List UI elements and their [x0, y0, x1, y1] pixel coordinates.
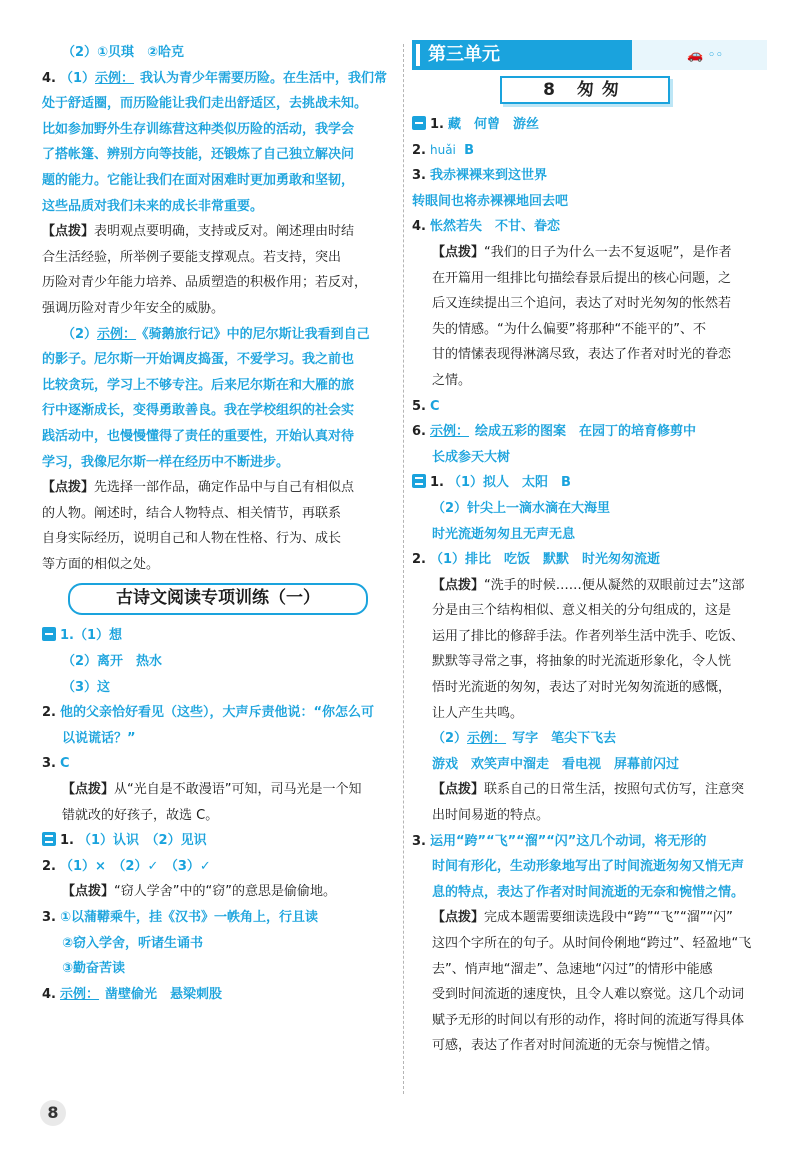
section-2-question-1: 1. （1）认识 （2）见识: [42, 828, 398, 854]
tip-label: 【点拨】: [432, 782, 485, 798]
answer-line: 游戏 欢笑声中溜走 看电视 屏幕前闪过: [432, 756, 680, 772]
answer-line: 行中逐渐成长，变得勇敢善良。我在学校组织的社会实: [42, 403, 355, 419]
tip-paragraph: 【点拨】联系自己的日常生活，按照句式仿写，注意突: [432, 782, 745, 798]
section-2-question-3: 3. ①以蒲鞯乘牛，挂《汉书》一帙角上，行且读: [42, 910, 318, 925]
tip-line: 历险对青少年能力培养、品质塑造的积极作用；若反对，: [42, 275, 368, 291]
pinyin-answer: huǎi: [429, 142, 456, 157]
unit-title: 第三单元: [428, 44, 500, 65]
example-label: 示例：: [429, 424, 469, 440]
tip-line: 的人物。阐述时，结合人物特点、相关情节，再联系: [42, 505, 342, 521]
tip-paragraph: 【点拨】从“光自是不敢漫语”可知，司马光是一个知: [62, 782, 362, 798]
column-divider: [403, 44, 404, 1094]
tip-line: 悟时光流逝的匆匆，表达了对时光匆匆流逝的感慨，: [432, 680, 732, 696]
page-number: 8: [40, 1100, 66, 1126]
answer-line: 以说谎话？”: [62, 730, 136, 746]
section-1-question-3: 3. C: [42, 756, 70, 772]
tip-line: 赋予无形的时间以有形的动作，将时间的流逝写得具体: [432, 1012, 745, 1028]
section-1-question-3: 3. 我赤裸裸来到这世界: [412, 168, 547, 184]
tip-label: 【点拨】: [432, 577, 485, 593]
example-label: 示例：: [59, 986, 99, 1002]
tip-line: 后又连续提出三个追问，表达了对时光匆匆的怅然若: [432, 296, 732, 312]
section-2-question-3: 3. 运用“跨”“飞”“溜”“闪”这几个动词，将无形的: [412, 833, 707, 849]
unit-header: [412, 40, 767, 70]
tip-label: 【点拨】: [42, 480, 95, 496]
tip-label: 【点拨】: [432, 244, 485, 260]
tip-line: 失的情感。“为什么偏要”将那种“不能平的”、不: [432, 321, 706, 337]
tip-line: 让人产生共鸣。: [432, 705, 524, 721]
section-1-question-2: 2. 他的父亲恰好看见（这些），大声斥责他说：“你怎么可: [42, 705, 375, 721]
answer-line: ②窃入学舍，听诸生诵书: [62, 935, 204, 951]
answer-line: （2）①贝琪 ②哈克: [62, 45, 185, 60]
tip-line: 受到时间流逝的速度快，且令人难以察觉。这几个动词: [432, 987, 745, 1003]
tip-line: 去”、悄声地“溜走”、急速地“闪过”的情形中能感: [432, 961, 713, 977]
tip-label: 【点拨】: [42, 224, 95, 240]
section-2-question-4: 4. 示例： 凿壁偷光 悬梁刺股: [42, 986, 223, 1002]
car-icon: 🚗 ◦◦: [687, 48, 723, 63]
tip-paragraph: 【点拨】“洗手的时候……便从凝然的双眼前过去”这部: [432, 577, 745, 593]
question-2-part2: （2）示例： 写字 笔尖下飞去: [432, 731, 617, 747]
section-two-icon: [412, 474, 426, 488]
tip-label: 【点拨】: [432, 910, 485, 926]
example-label: 示例：: [95, 70, 135, 86]
section-1-question-1: 1. 藏 何曾 游丝: [412, 112, 767, 138]
answer-line: 处于舒适圈，而历险能让我们走出舒适区，去挑战未知。: [42, 96, 368, 112]
answer-line: 比较贪玩，学习上不够专注。后来尼尔斯在和大雁的旅: [42, 377, 355, 393]
tip-paragraph: 【点拨】“我们的日子为什么一去不复返呢”，是作者: [432, 244, 732, 260]
lesson-title: 8 匆匆: [500, 76, 670, 104]
example-label: 示例：: [97, 326, 137, 342]
tip-label: 【点拨】: [62, 884, 115, 900]
section-1-question-6: 6. 示例： 绘成五彩的图案 在园丁的培育修剪中: [412, 424, 697, 440]
left-column: [42, 40, 398, 1007]
tip-line: 在开篇用一组排比句描绘春景后提出的核心问题，之: [432, 270, 732, 286]
answer-line: 比如参加野外生存训练营这种类似历险的活动，我学会: [42, 121, 355, 137]
tip-paragraph: 【点拨】完成本题需要细读选段中“跨”“飞”“溜”“闪”: [432, 910, 733, 926]
answer-line: 息的特点，表达了作者对时间流逝的无奈和惋惜之情。: [432, 884, 745, 900]
tip-line: 出时间易逝的特点。: [432, 808, 550, 824]
answer-line: 这些品质对我们未来的成长非常重要。: [42, 198, 264, 214]
section-2-question-2: 2. （1）× （2）✓ （3）✓: [42, 858, 211, 874]
tip-line: 默默等寻常之事，将抽象的时光流逝形象化，令人恍: [432, 654, 732, 670]
answer-line: 时间有形化，生动形象地写出了时间流逝匆匆又悄无声: [432, 859, 745, 875]
section-two-icon: [42, 832, 56, 846]
tip-label: 【点拨】: [62, 782, 115, 798]
answer-line: （2）离开 热水: [62, 654, 163, 670]
tip-line: 自身实际经历，说明自己和人物在性格、行为、成长: [42, 531, 342, 547]
question-4: 4. （1）示例： 我认为青少年需要历险。在生活中，我们常: [42, 70, 388, 86]
answer-line: 时光流逝匆匆且无声无息: [432, 526, 576, 542]
section-one-icon: [42, 627, 56, 641]
answer-line: 践活动中，也慢慢懂得了责任的重要性，开始认真对待: [42, 428, 355, 444]
tip-line: 分是由三个结构相似、意义相关的分句组成的，这是: [432, 603, 732, 619]
answer-line: 长成参天大树: [432, 449, 511, 465]
answer-line: （3）这: [62, 679, 111, 695]
right-column: [412, 40, 767, 1059]
section-2-question-2: 2. （1）排比 吃饭 默默 时光匆匆流逝: [412, 552, 661, 568]
answer-line: 转眼间也将赤裸裸地回去吧: [412, 193, 569, 209]
section-1-question-1: 1.（1）想: [42, 623, 398, 649]
tip-line: 错就改的好孩子，故选 C。: [62, 807, 219, 823]
tip-paragraph: 【点拨】“窃人学舍”中的“窃”的意思是偷偷地。: [62, 884, 336, 900]
tip-paragraph: 【点拨】先选择一部作品，确定作品中与自己有相似点: [42, 480, 355, 496]
tip-line: 甘的情愫表现得淋漓尽致，表达了作者对时光的眷恋: [432, 347, 732, 363]
section-1-question-4: 4. 怅然若失 不甘、眷恋: [412, 219, 560, 235]
answer-line: 的影子。尼尔斯一开始调皮捣蛋，不爱学习。我之前也: [42, 352, 355, 368]
section-one-icon: [412, 116, 426, 130]
tip-line: 运用了排比的修辞手法。作者列举生活中洗手、吃饭、: [432, 628, 745, 644]
answer-line: （2）针尖上一滴水滴在大海里: [432, 500, 611, 516]
tip-line: 之情。: [432, 372, 472, 388]
section-2-question-1: 1. （1）拟人 太阳 B: [412, 470, 767, 496]
tip-line: 可感，表达了作者对时间流逝的无奈与惋惜之情。: [432, 1038, 719, 1054]
tip-line: 这四个字所在的句子。从时间伶俐地“跨过”、轻盈地“飞: [432, 936, 752, 951]
answer-line: ③勤奋苦读: [62, 961, 126, 977]
tip-line: 强调历险对青少年安全的威胁。: [42, 300, 225, 316]
header-bar-decoration: [416, 44, 420, 66]
answer-line: 学习，我像尼尔斯一样在经历中不断进步。: [42, 454, 290, 470]
section-banner: 古诗文阅读专项训练（一）: [68, 583, 368, 615]
section-1-question-2: 2. huǎi B: [412, 142, 475, 158]
tip-line: 等方面的相似之处。: [42, 556, 160, 572]
tip-paragraph: 【点拨】表明观点要明确，支持或反对。阐述理由时结: [42, 224, 355, 240]
answer-line: 了搭帐篷、辨别方向等技能，还锻炼了自己独立解决问: [42, 147, 355, 163]
question-4-part2: （2）示例： 《骑鹅旅行记》中的尼尔斯让我看到自己: [62, 326, 370, 342]
example-label: 示例：: [467, 731, 507, 747]
tip-line: 合生活经验，所举例子要能支撑观点。若支持，突出: [42, 249, 342, 265]
section-1-question-5: 5. C: [412, 398, 440, 414]
answer-line: 题的能力。它能让我们在面对困难时更加勇敢和坚韧，: [42, 172, 355, 188]
